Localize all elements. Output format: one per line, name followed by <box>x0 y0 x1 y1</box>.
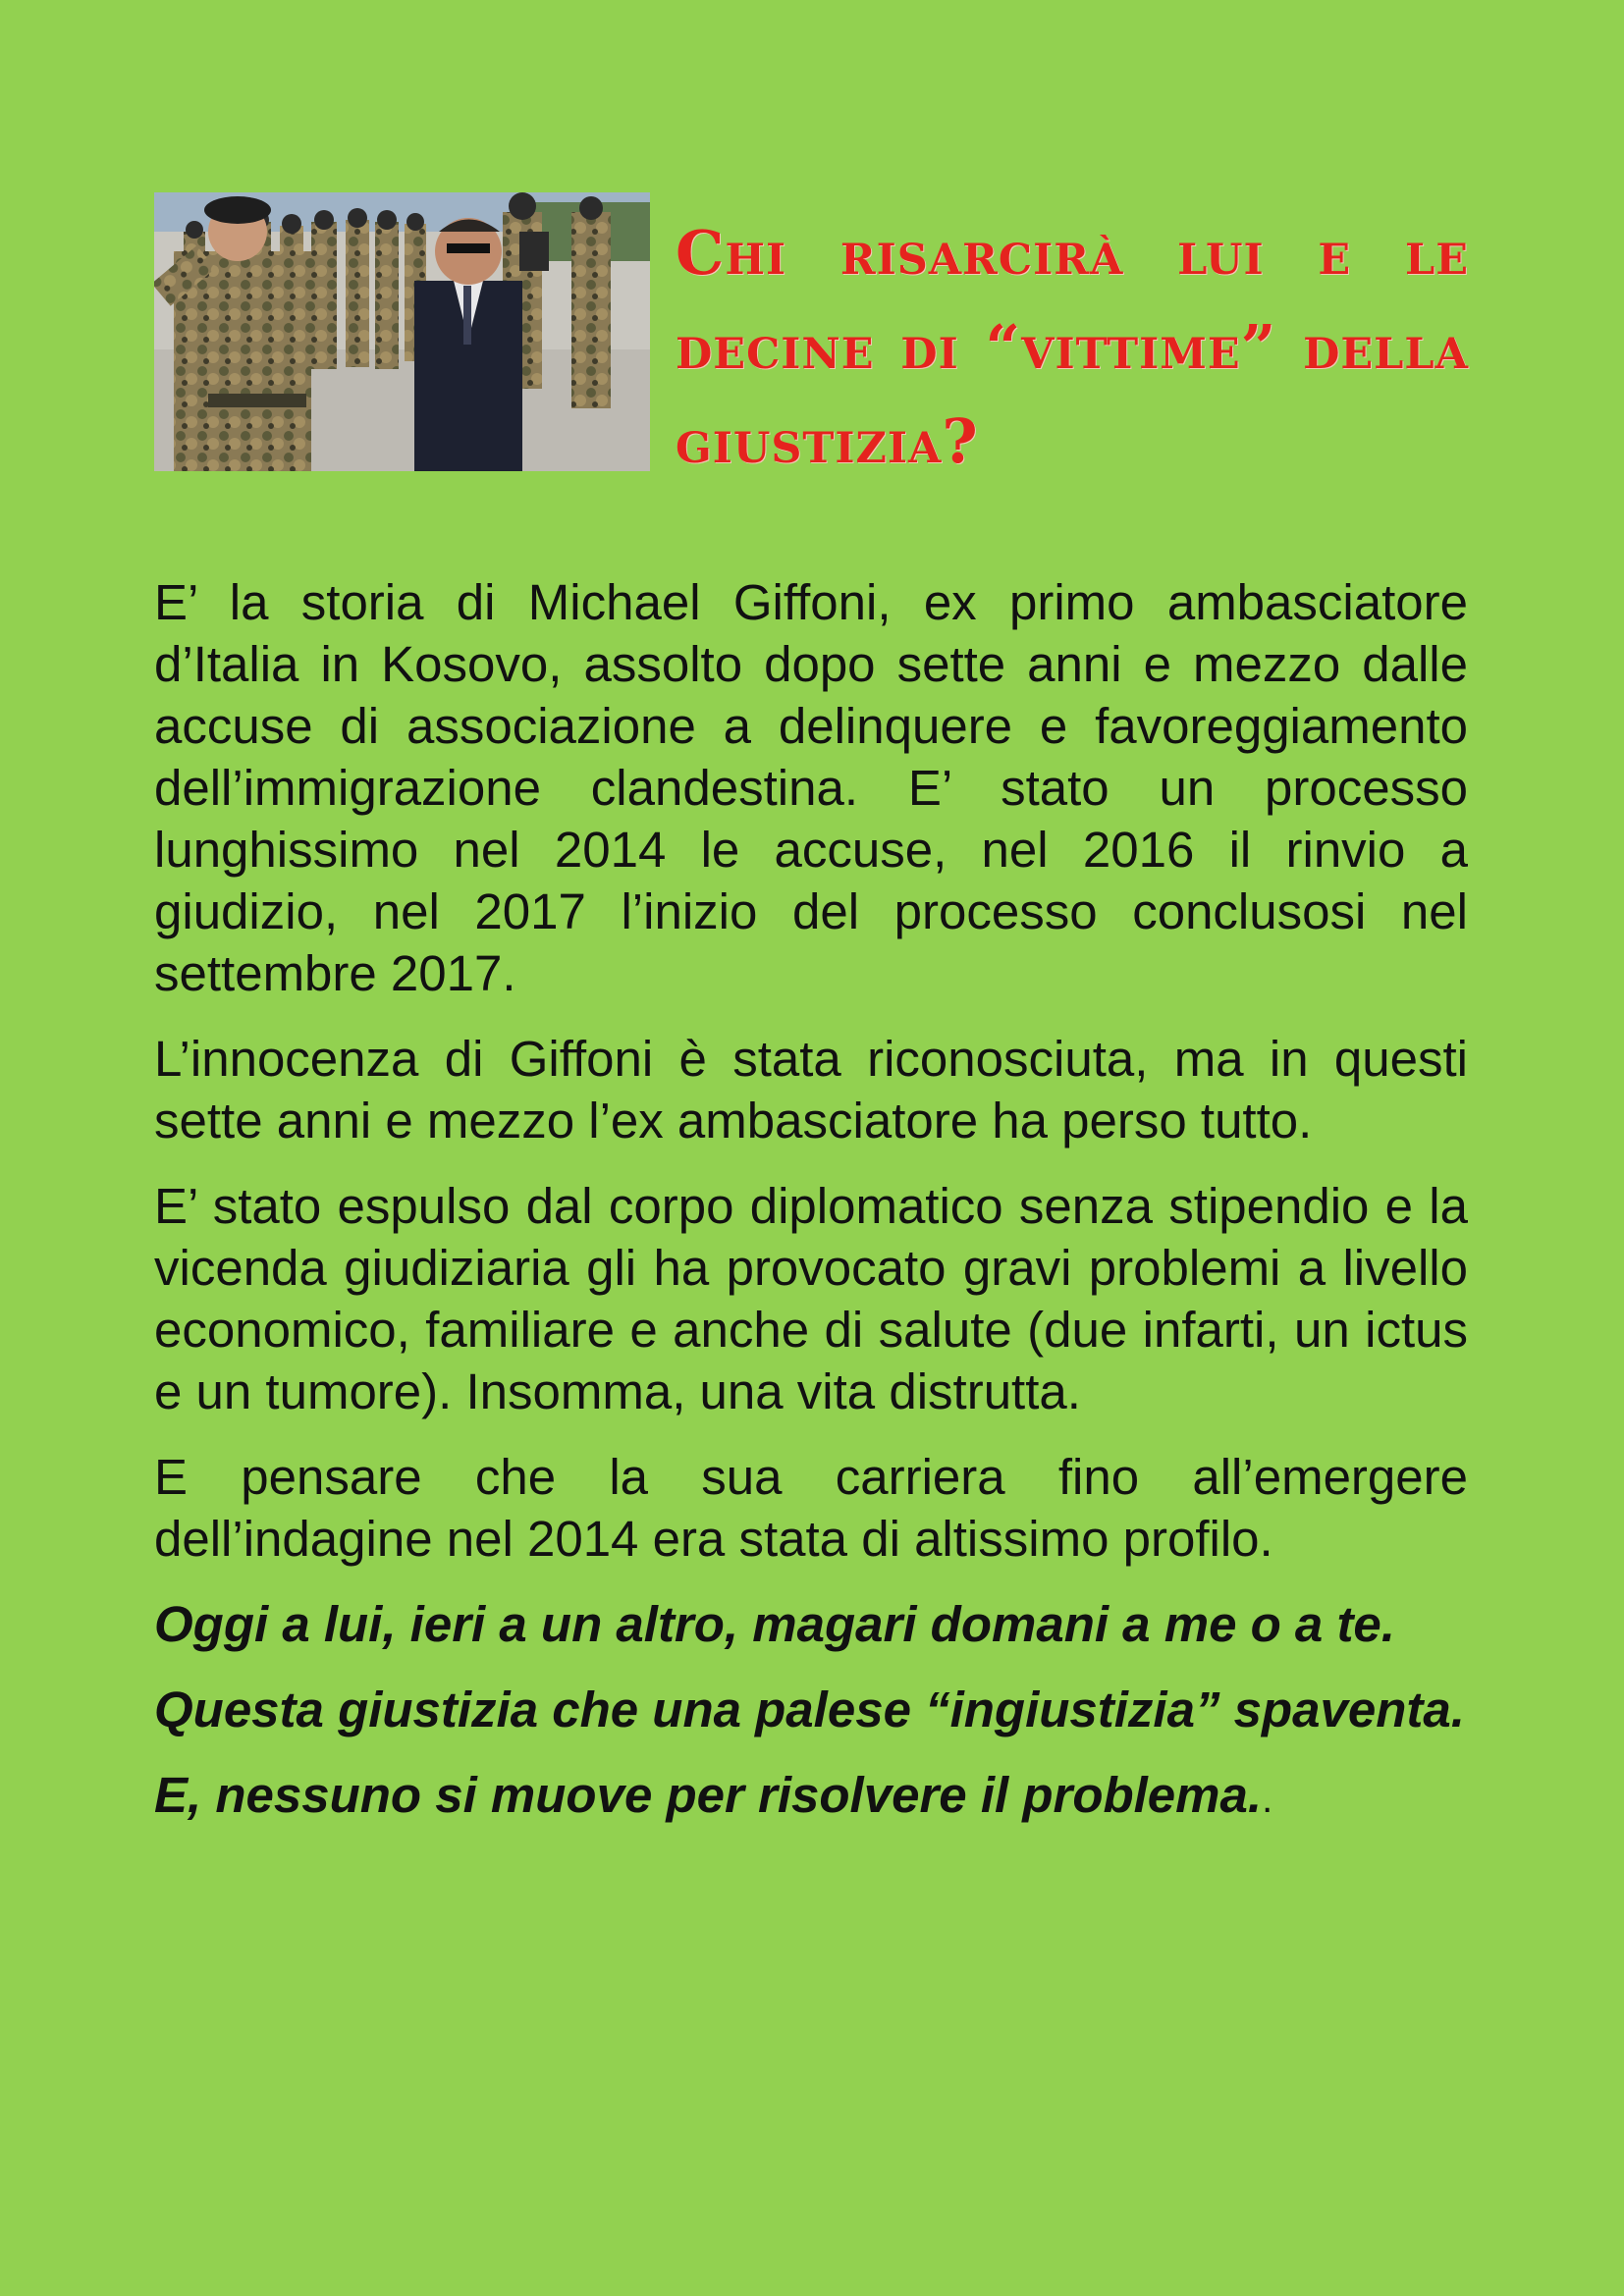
header-photo <box>154 192 650 471</box>
photo-icon <box>154 192 650 471</box>
paragraph: E’ stato espulso dal corpo diplomatico senza stipendio e la vicenda giudiziaria gli ha provocato gravi problemi a livello economico, familiare e anche di salute (due infarti, un ictus e un tumore). Insomma, una vita distrutta. <box>154 1178 1468 1419</box>
emphasis-text: E, nessuno si muove per risolvere il problema. <box>154 1767 1263 1823</box>
emphasis-paragraph: Questa giustizia che una palese “ingiustizia” spaventa. <box>154 1682 1465 1737</box>
paragraph: E’ la storia di Michael Giffoni, ex primo ambasciatore d’Italia in Kosovo, assolto dopo sette anni e mezzo dalle accuse di associazione a delinquere e favoreggiamento dell’immigrazione clandestina. E’ stato un processo lunghissimo nel 2014 le accuse, nel 2016 il rinvio a giudizio, nel 2017 l’inizio del processo conclusosi nel settembre 2017. <box>154 574 1468 1001</box>
emphasis-paragraph: Oggi a lui, ieri a un altro, magari domani a me o a te. <box>154 1596 1395 1652</box>
article-body <box>154 571 1468 1854</box>
emphasis-paragraph <box>154 1764 1468 1831</box>
paragraph: L’innocenza di Giffoni è stata riconosciuta, ma in questi sette anni e mezzo l’ex ambasciatore ha perso tutto. <box>154 1031 1468 1148</box>
headline: Chi risarcirà lui e le decine di “vittime” della giustizia? <box>676 217 1469 477</box>
trailing-mark: . <box>1262 1778 1273 1821</box>
paragraph: E pensare che la sua carriera fino all’emergere dell’indagine nel 2014 era stata di altissimo profilo. <box>154 1449 1468 1567</box>
